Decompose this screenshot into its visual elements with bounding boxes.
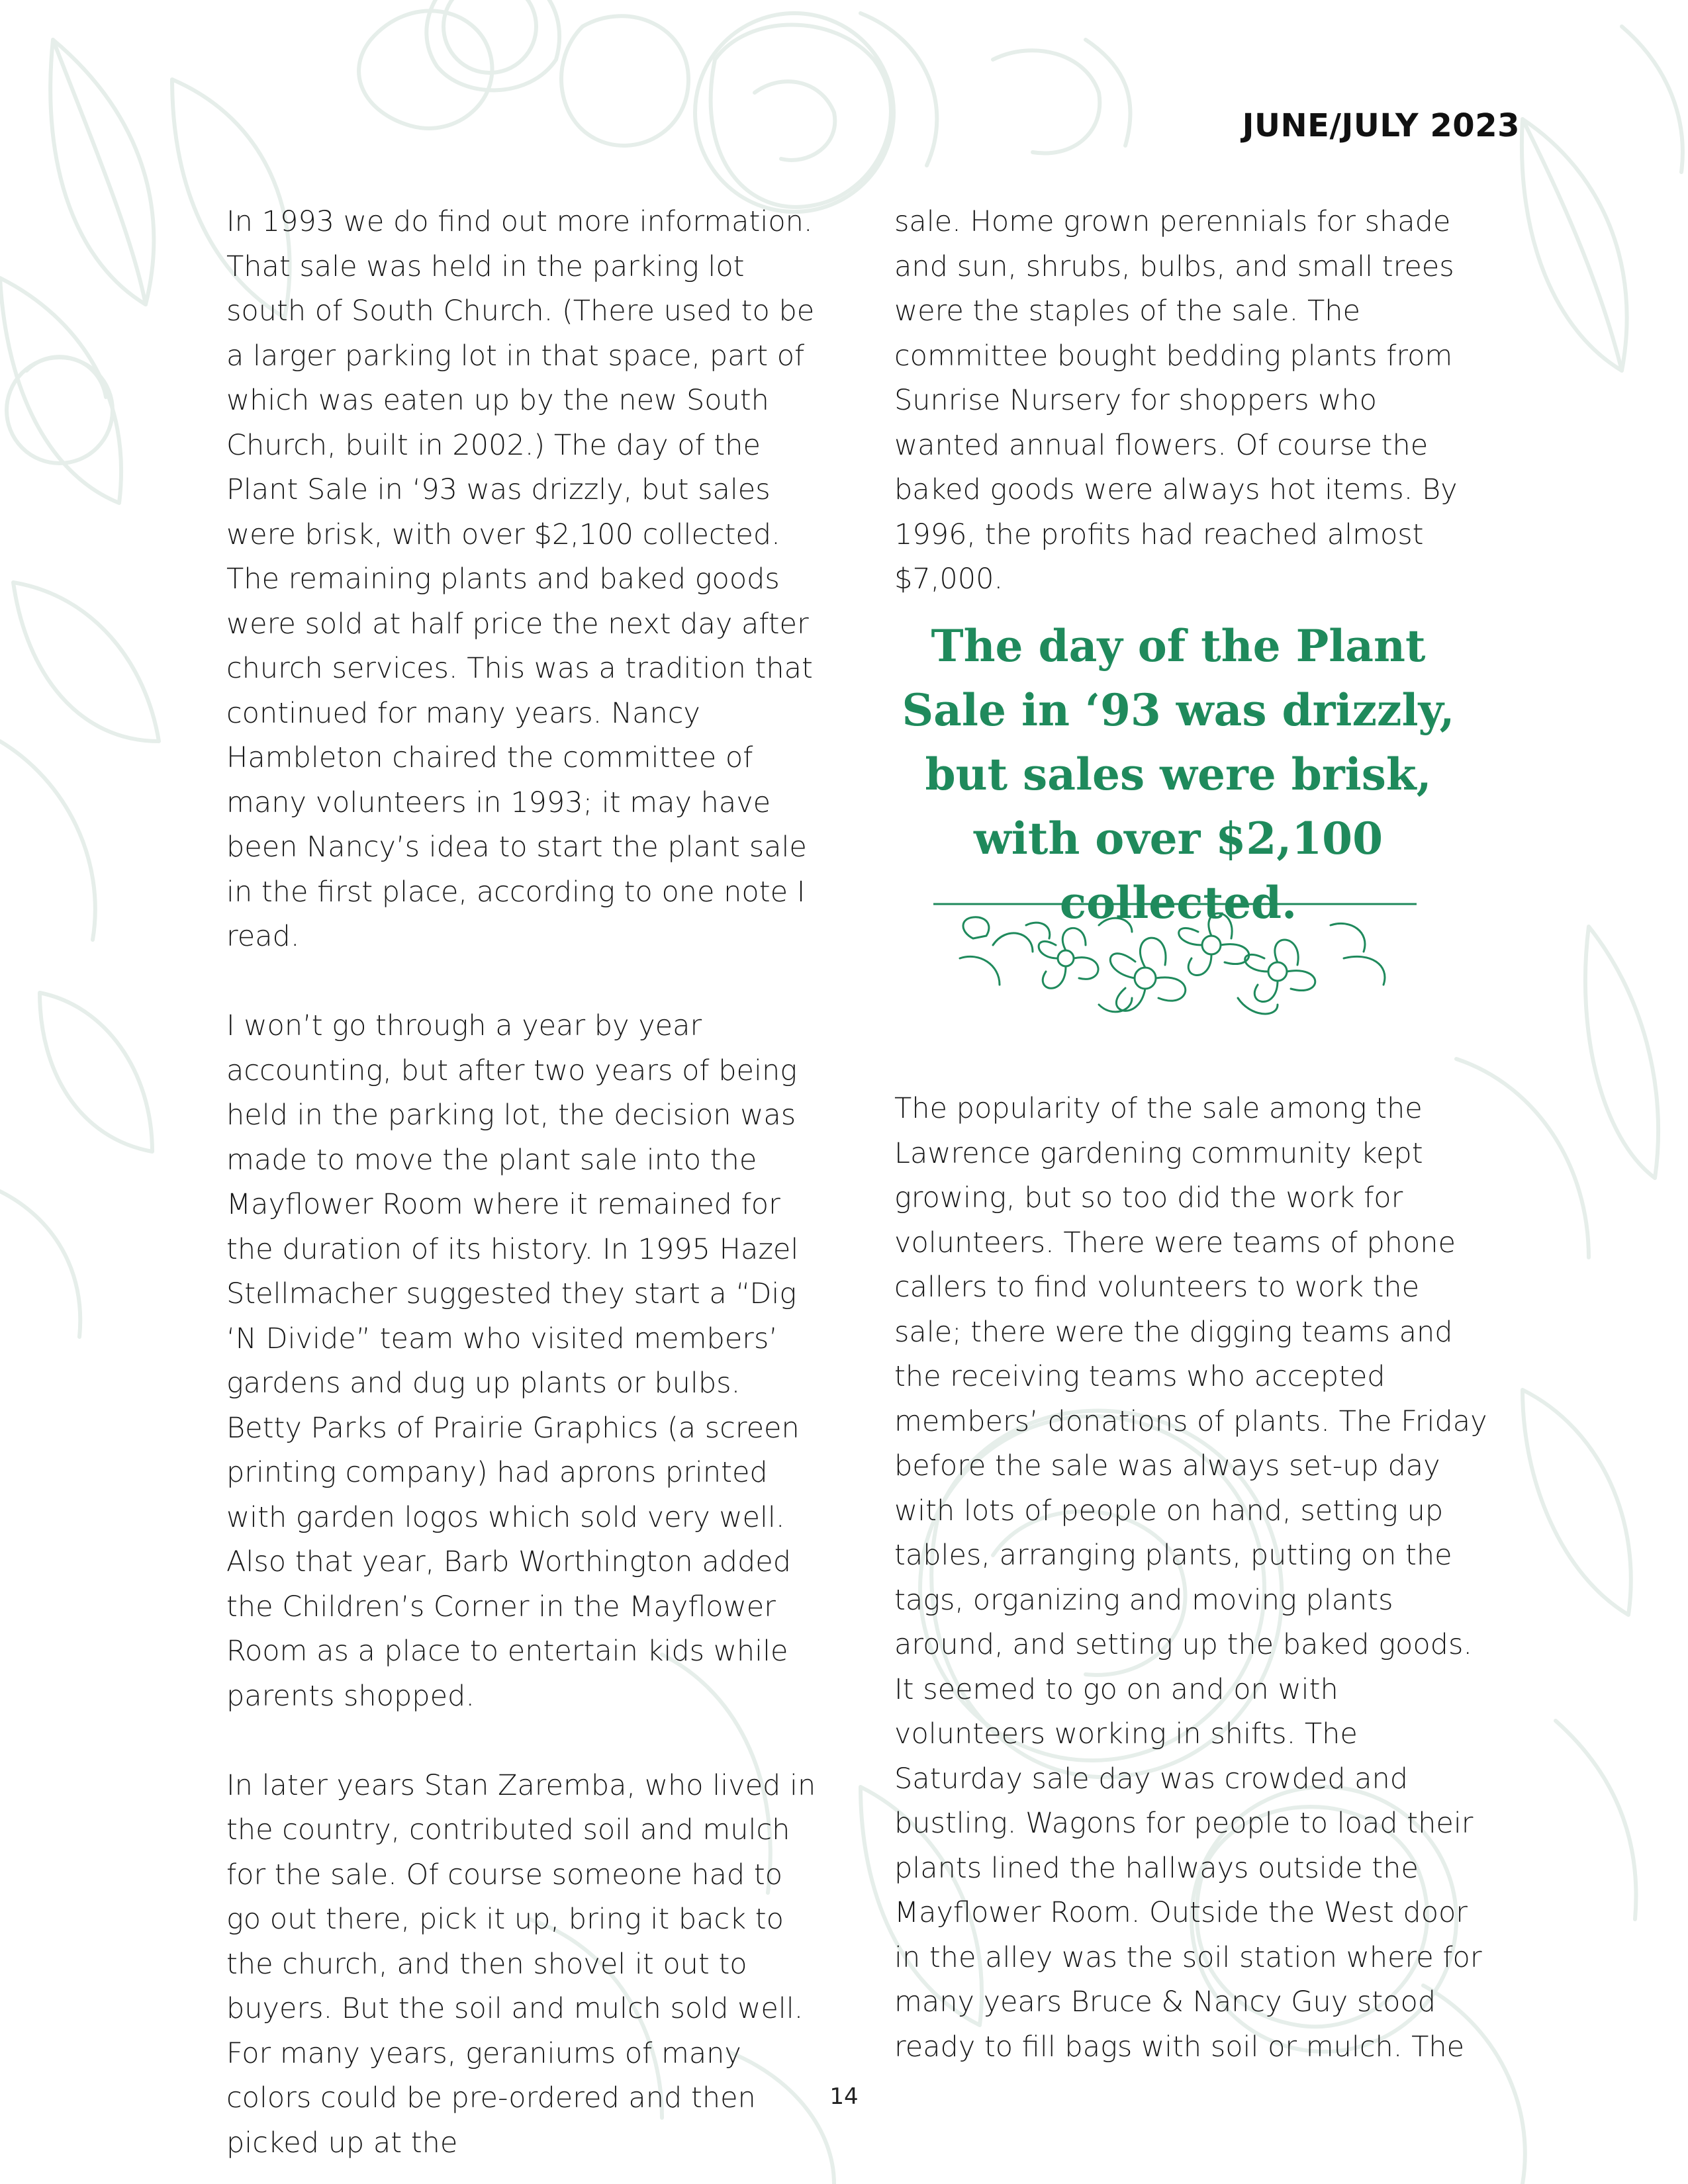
left-paragraph-1: In 1993 we do find out more information. That sale was held in the parking lot south of South Church. (There used to be a larger parking lot in that space, part of which was eaten up by the new South Church, built in 2002.) The day of the Plant Sale in ‘93 was drizzly, but sales were brisk, with over $2,100 collected. The remaining plants and baked goods were sold at half price the next day after church services. This was a tradition that continued for many years. Nancy Hambleton chaired the committee of many volunteers in 1993; it may have been Nancy’s idea to start the plant sale in the first place, according to one note I read. bbox=[226, 205, 815, 953]
right-column-top bbox=[894, 200, 1490, 602]
divider-flower-2 bbox=[1110, 938, 1186, 1011]
left-column bbox=[226, 200, 822, 2165]
issue-date: JUNE/JULY 2023 bbox=[1242, 107, 1520, 144]
left-paragraph-2: I won’t go through a year by year accounting, but after two years of being held in the parking lot, the decision was made to move the plant sale into the Mayflower Room where it remained for the duration of its history. In 1995 Hazel Stellmacher suggested they start a “Dig ‘N Divide” team who visited members’ gardens and dug up plants or bulbs. Betty Parks of Prairie Graphics (a screen printing company) had aprons printed with garden logos which sold very well. Also that year, Barb Worthington added the Children’s Corner in the Mayflower Room as a place to entertain kids while parents shopped. bbox=[226, 1009, 800, 1713]
pull-quote: The day of the Plant Sale in ‘93 was drizzly, but sales were brisk, with over $2,100 collected. bbox=[902, 620, 1455, 929]
floral-divider bbox=[933, 899, 1417, 1031]
right-paragraph-1: sale. Home grown perennials for shade and sun, shrubs, bulbs, and small trees were the staples of the sale. The committee bought bedding plants from Sunrise Nursery for shoppers who wanted annual flowers. Of course the baked goods were always hot items. By 1996, the profits had reached almost $7,000. bbox=[894, 205, 1458, 596]
page-number: 14 bbox=[829, 2083, 859, 2110]
right-column-bottom bbox=[894, 1087, 1490, 2070]
divider-flower-4 bbox=[1245, 940, 1315, 1002]
divider-flower-1 bbox=[1039, 928, 1098, 988]
top-flower-cluster bbox=[359, 0, 1130, 212]
divider-flower-3 bbox=[1179, 913, 1249, 976]
left-paragraph-3: In later years Stan Zaremba, who lived in the country, contributed soil and mulch for the sale. Of course someone had to go out there, pick it up, bring it back to the church, and then shovel it out to buyers. But the soil and mulch sold well. For many years, geraniums of many colors could be pre-ordered and then picked up at the bbox=[226, 1768, 816, 2160]
right-paragraph-2: The popularity of the sale among the Lawrence gardening community kept growing, but so too did the work for volunteers. There were teams of phone callers to find volunteers to work the sale; there were the digging teams and the receiving teams who accepted members’ donations of plants. The Friday before the sale was always set-up day with lots of people on hand, setting up tables, arranging plants, putting on the tags, organizing and moving plants around, and setting up the baked goods. It seemed to go on and on with volunteers working in shifts. The Saturday sale day was crowded and bustling. Wagons for people to load their plants lined the hallways outside the Mayflower Room. Outside the West door in the alley was the soil station where for many years Bruce & Nancy Guy stood ready to fill bags with soil or mulch. The bbox=[894, 1092, 1487, 2064]
right-leaf-cluster bbox=[1456, 26, 1683, 1615]
